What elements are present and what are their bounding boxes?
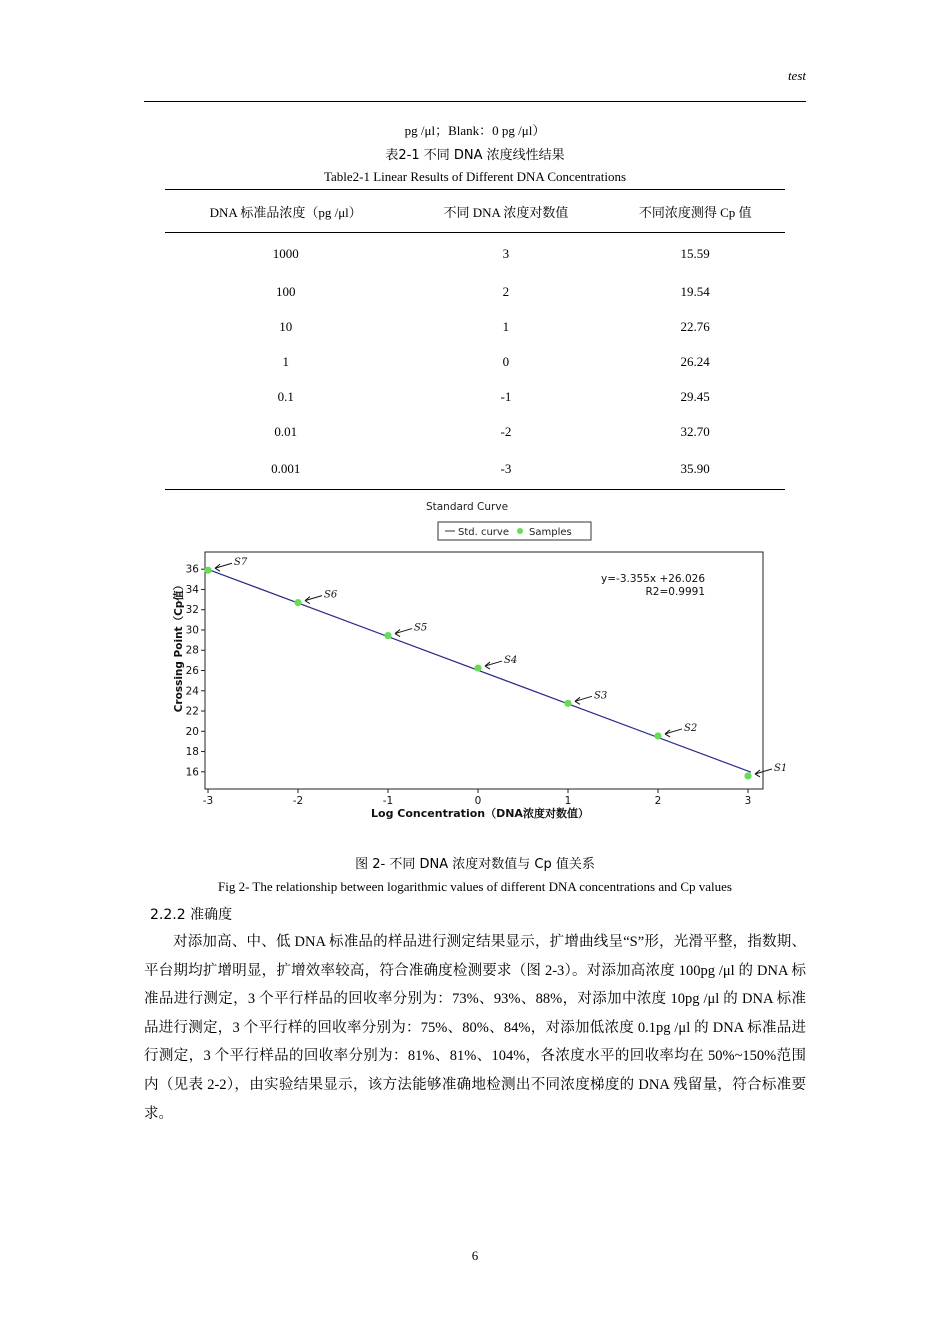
chart-legend — [438, 522, 591, 540]
cell-cp-value: 15.59 — [680, 246, 710, 261]
table-caption-zh: 表2-1 不同 DNA 浓度线性结果 — [385, 148, 565, 163]
y-tick-label: 28 — [185, 644, 199, 657]
x-tick-label: 3 — [744, 795, 752, 807]
table-row — [165, 414, 785, 449]
cell-cp-value: 35.90 — [605, 449, 785, 490]
table-row — [165, 379, 785, 414]
table-header-row — [165, 190, 785, 233]
running-header: test — [787, 68, 806, 83]
cell-concentration: 100 — [275, 283, 296, 299]
section-heading: 2.2.2 准确度 — [150, 907, 233, 923]
header-concentration: DNA 标准品浓度（pg /μl） — [165, 190, 406, 233]
cell-log-value: -2 — [500, 423, 512, 439]
x-tick-label: 1 — [564, 795, 572, 807]
cell-log-value: 2 — [502, 283, 510, 299]
y-axis-label: Crossing Point（Cp值） — [173, 579, 185, 713]
x-tick-label: -1 — [382, 795, 394, 807]
cell-concentration: 1 — [282, 353, 289, 369]
table-caption-en: Table2-1 Linear Results of Different DNA Concentrations — [323, 169, 627, 184]
cell-concentration: 0.1 — [277, 388, 294, 404]
table-row — [165, 309, 785, 344]
y-tick-label: 16 — [185, 766, 199, 779]
y-tick-label: 20 — [185, 725, 199, 738]
y-tick-label: 32 — [185, 604, 199, 617]
sample-point — [564, 700, 571, 707]
cell-log-value: 3 — [502, 246, 510, 261]
cell-concentration: 0.01 — [274, 423, 298, 439]
legend-line-label: Std. curve — [458, 527, 509, 538]
cell-log-value: 1 — [502, 318, 510, 334]
y-tick-label: 18 — [185, 746, 199, 759]
sample-point-label: S3 — [594, 690, 608, 702]
cell-log-value: 0 — [502, 353, 510, 369]
sample-point-label: S6 — [324, 589, 338, 601]
header-cp-value: 不同浓度测得 Cp 值 — [605, 190, 785, 233]
header-log-value: 不同 DNA 浓度对数值 — [406, 190, 605, 233]
sample-point-label: S7 — [234, 557, 248, 569]
figure-caption-zh: 图 2- 不同 DNA 浓度对数值与 Cp 值关系 — [355, 857, 595, 872]
cell-cp-value: 29.45 — [680, 388, 710, 404]
fit-equation: y=-3.355x +26.026 — [601, 573, 705, 585]
sample-point — [474, 664, 481, 671]
legend-points-label: Samples — [529, 527, 572, 538]
y-tick-label: 34 — [185, 583, 199, 596]
sample-point-label: S2 — [684, 722, 698, 734]
cell-log-value: -3 — [406, 449, 605, 490]
cell-cp-value: 22.76 — [680, 318, 710, 334]
cell-concentration: 10 — [279, 318, 293, 334]
sample-point-label: S5 — [414, 622, 428, 634]
y-axis — [186, 564, 205, 779]
table-row — [165, 233, 785, 275]
cell-log-value: -1 — [500, 388, 512, 404]
cell-cp-value: 32.70 — [680, 423, 710, 439]
x-axis — [203, 789, 752, 807]
sample-point — [294, 599, 301, 606]
sample-point — [744, 772, 751, 779]
cell-cp-value: 26.24 — [680, 353, 710, 369]
table-row — [165, 449, 785, 490]
y-tick-label: 30 — [185, 624, 199, 637]
table-row — [165, 274, 785, 309]
standard-curve-chart — [160, 494, 788, 834]
fit-r2: R2=0.9991 — [645, 586, 705, 598]
chart-title: Standard Curve — [425, 501, 509, 513]
cell-concentration: 1000 — [272, 246, 299, 261]
table-row — [165, 344, 785, 379]
sample-point-label: S4 — [504, 655, 518, 667]
cell-cp-value: 19.54 — [680, 283, 710, 299]
sample-point — [654, 732, 661, 739]
figure-caption-en: Fig 2- The relationship between logarithmic values of different DNA concentrations and Cp values — [218, 879, 732, 894]
y-tick-label: 36 — [185, 563, 199, 576]
continued-text: pg /μl；Blank：0 pg /μl） — [404, 123, 546, 138]
x-axis-label: Log Concentration（DNA浓度对数值） — [371, 807, 589, 820]
header-rule — [144, 101, 806, 102]
y-tick-label: 22 — [185, 705, 199, 718]
y-tick-label: 26 — [185, 665, 199, 677]
page-number: 6 — [471, 1248, 479, 1263]
x-tick-label: -2 — [292, 795, 304, 807]
dna-linear-results-table — [165, 189, 785, 490]
x-tick-label: -3 — [202, 795, 214, 807]
sample-point — [204, 567, 211, 574]
sample-point-label: S1 — [774, 762, 788, 774]
cell-concentration: 0.001 — [165, 449, 406, 490]
x-tick-label: 0 — [474, 795, 482, 807]
y-tick-label: 24 — [185, 685, 199, 698]
sample-point — [384, 632, 391, 639]
body-paragraph: 对添加高、中、低 DNA 标准品的样品进行测定结果显示，扩增曲线呈“S”形，光滑平整，指数期、平台期均扩增明显，扩增效率较高，符合准确度检测要求（图 2-3）。对添加高浓度 100pg /μl 的 DNA 标准品进行测定，3 个平行样品的回收率分别为：73%、93%、88%，对添加中浓度 10pg /μl 的 DNA 标准品进行测定，3 个平行样的回收率分别为：75%、80%、84%，对添加低浓度 0.1pg /μl 的 DNA 标准品进行测定，3 个平行样品的回收率分别为：81%、81%、104%，各浓度水平的回收率均在 50%~150%范围内（见表 2-2），由实验结果显示，该方法能够准确地检测出不同浓度梯度的 DNA 残留量，符合标准要求。 — [144, 934, 806, 1122]
x-tick-label: 2 — [654, 795, 662, 807]
legend-point-swatch — [517, 528, 523, 534]
